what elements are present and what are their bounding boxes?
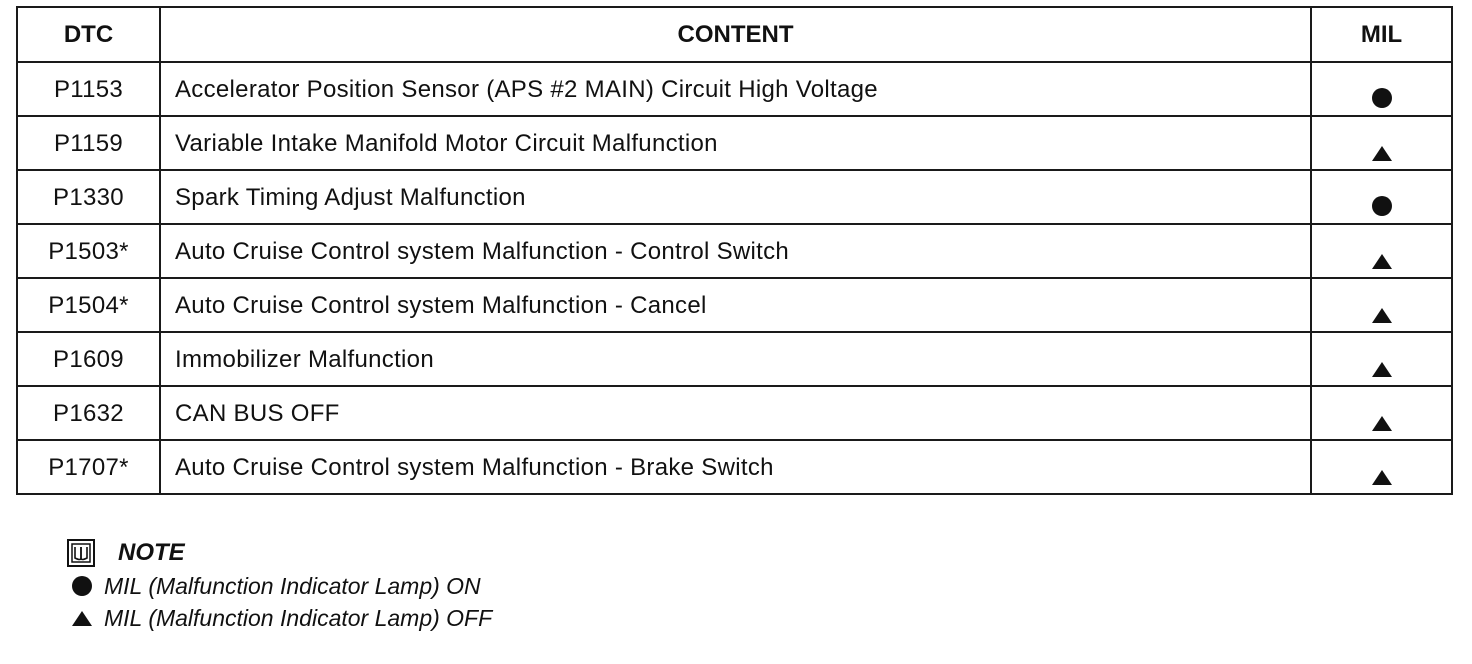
content-text: Variable Intake Manifold Motor Circuit Malfunction [175, 130, 718, 157]
dtc-code: P1609 [53, 346, 124, 373]
table-row [17, 224, 1452, 278]
dtc-code: P1632 [53, 400, 124, 427]
mil-cell [1311, 170, 1452, 224]
header-content: CONTENT [160, 7, 1311, 62]
dtc-code: P1504* [48, 292, 129, 319]
table-body [17, 62, 1452, 494]
mil-cell [1311, 278, 1452, 332]
filled-circle-icon [1372, 196, 1392, 216]
table-row [17, 62, 1452, 116]
dtc-code: P1330 [53, 184, 124, 211]
table-row [17, 440, 1452, 494]
filled-circle-icon [72, 576, 92, 596]
legend-text-off: MIL (Malfunction Indicator Lamp) OFF [104, 604, 493, 631]
filled-triangle-icon [1372, 470, 1392, 485]
note-header [66, 536, 492, 570]
filled-triangle-icon [1372, 146, 1392, 161]
dtc-cell [17, 224, 160, 278]
table-row [17, 116, 1452, 170]
table-header-row [17, 7, 1452, 62]
filled-triangle-icon [1372, 416, 1392, 431]
dtc-cell [17, 440, 160, 494]
content-cell [160, 62, 1311, 116]
header-mil: MIL [1311, 7, 1452, 62]
content-text: Auto Cruise Control system Malfunction - Control Switch [175, 238, 790, 265]
filled-circle-icon [1372, 88, 1392, 108]
content-cell [160, 170, 1311, 224]
content-cell [160, 278, 1311, 332]
dtc-code: P1159 [53, 130, 124, 157]
content-text: Auto Cruise Control system Malfunction - Cancel [175, 292, 707, 319]
dtc-cell [17, 386, 160, 440]
note-section [66, 536, 492, 634]
content-cell [160, 116, 1311, 170]
dtc-table [16, 6, 1453, 495]
table-row [17, 278, 1452, 332]
content-text: Immobilizer Malfunction [175, 346, 434, 373]
header-dtc: DTC [17, 7, 160, 62]
content-cell [160, 440, 1311, 494]
dtc-code: P1707* [48, 454, 129, 481]
filled-triangle-icon [1372, 362, 1392, 377]
book-icon [66, 538, 108, 568]
mil-cell [1311, 440, 1452, 494]
mil-cell [1311, 116, 1452, 170]
dtc-cell [17, 332, 160, 386]
content-text: Accelerator Position Sensor (APS #2 MAIN) Circuit High Voltage [175, 76, 878, 103]
filled-triangle-icon [72, 611, 92, 626]
legend-item-on [72, 570, 492, 602]
dtc-cell [17, 278, 160, 332]
filled-triangle-icon [1372, 308, 1392, 323]
mil-cell [1311, 224, 1452, 278]
dtc-code: P1153 [53, 76, 124, 103]
mil-cell [1311, 386, 1452, 440]
dtc-cell [17, 62, 160, 116]
legend-item-off [72, 602, 492, 634]
content-cell [160, 386, 1311, 440]
dtc-cell [17, 116, 160, 170]
content-text: Spark Timing Adjust Malfunction [175, 184, 526, 211]
content-text: CAN BUS OFF [175, 400, 340, 427]
dtc-code: P1503* [48, 238, 129, 265]
filled-triangle-icon [1372, 254, 1392, 269]
table-row [17, 386, 1452, 440]
mil-cell [1311, 332, 1452, 386]
mil-cell [1311, 62, 1452, 116]
table-row [17, 332, 1452, 386]
content-cell [160, 224, 1311, 278]
content-cell [160, 332, 1311, 386]
dtc-cell [17, 170, 160, 224]
table-row [17, 170, 1452, 224]
content-text: Auto Cruise Control system Malfunction - Brake Switch [175, 454, 774, 481]
legend-text-on: MIL (Malfunction Indicator Lamp) ON [104, 572, 481, 599]
note-title: NOTE [118, 539, 185, 566]
